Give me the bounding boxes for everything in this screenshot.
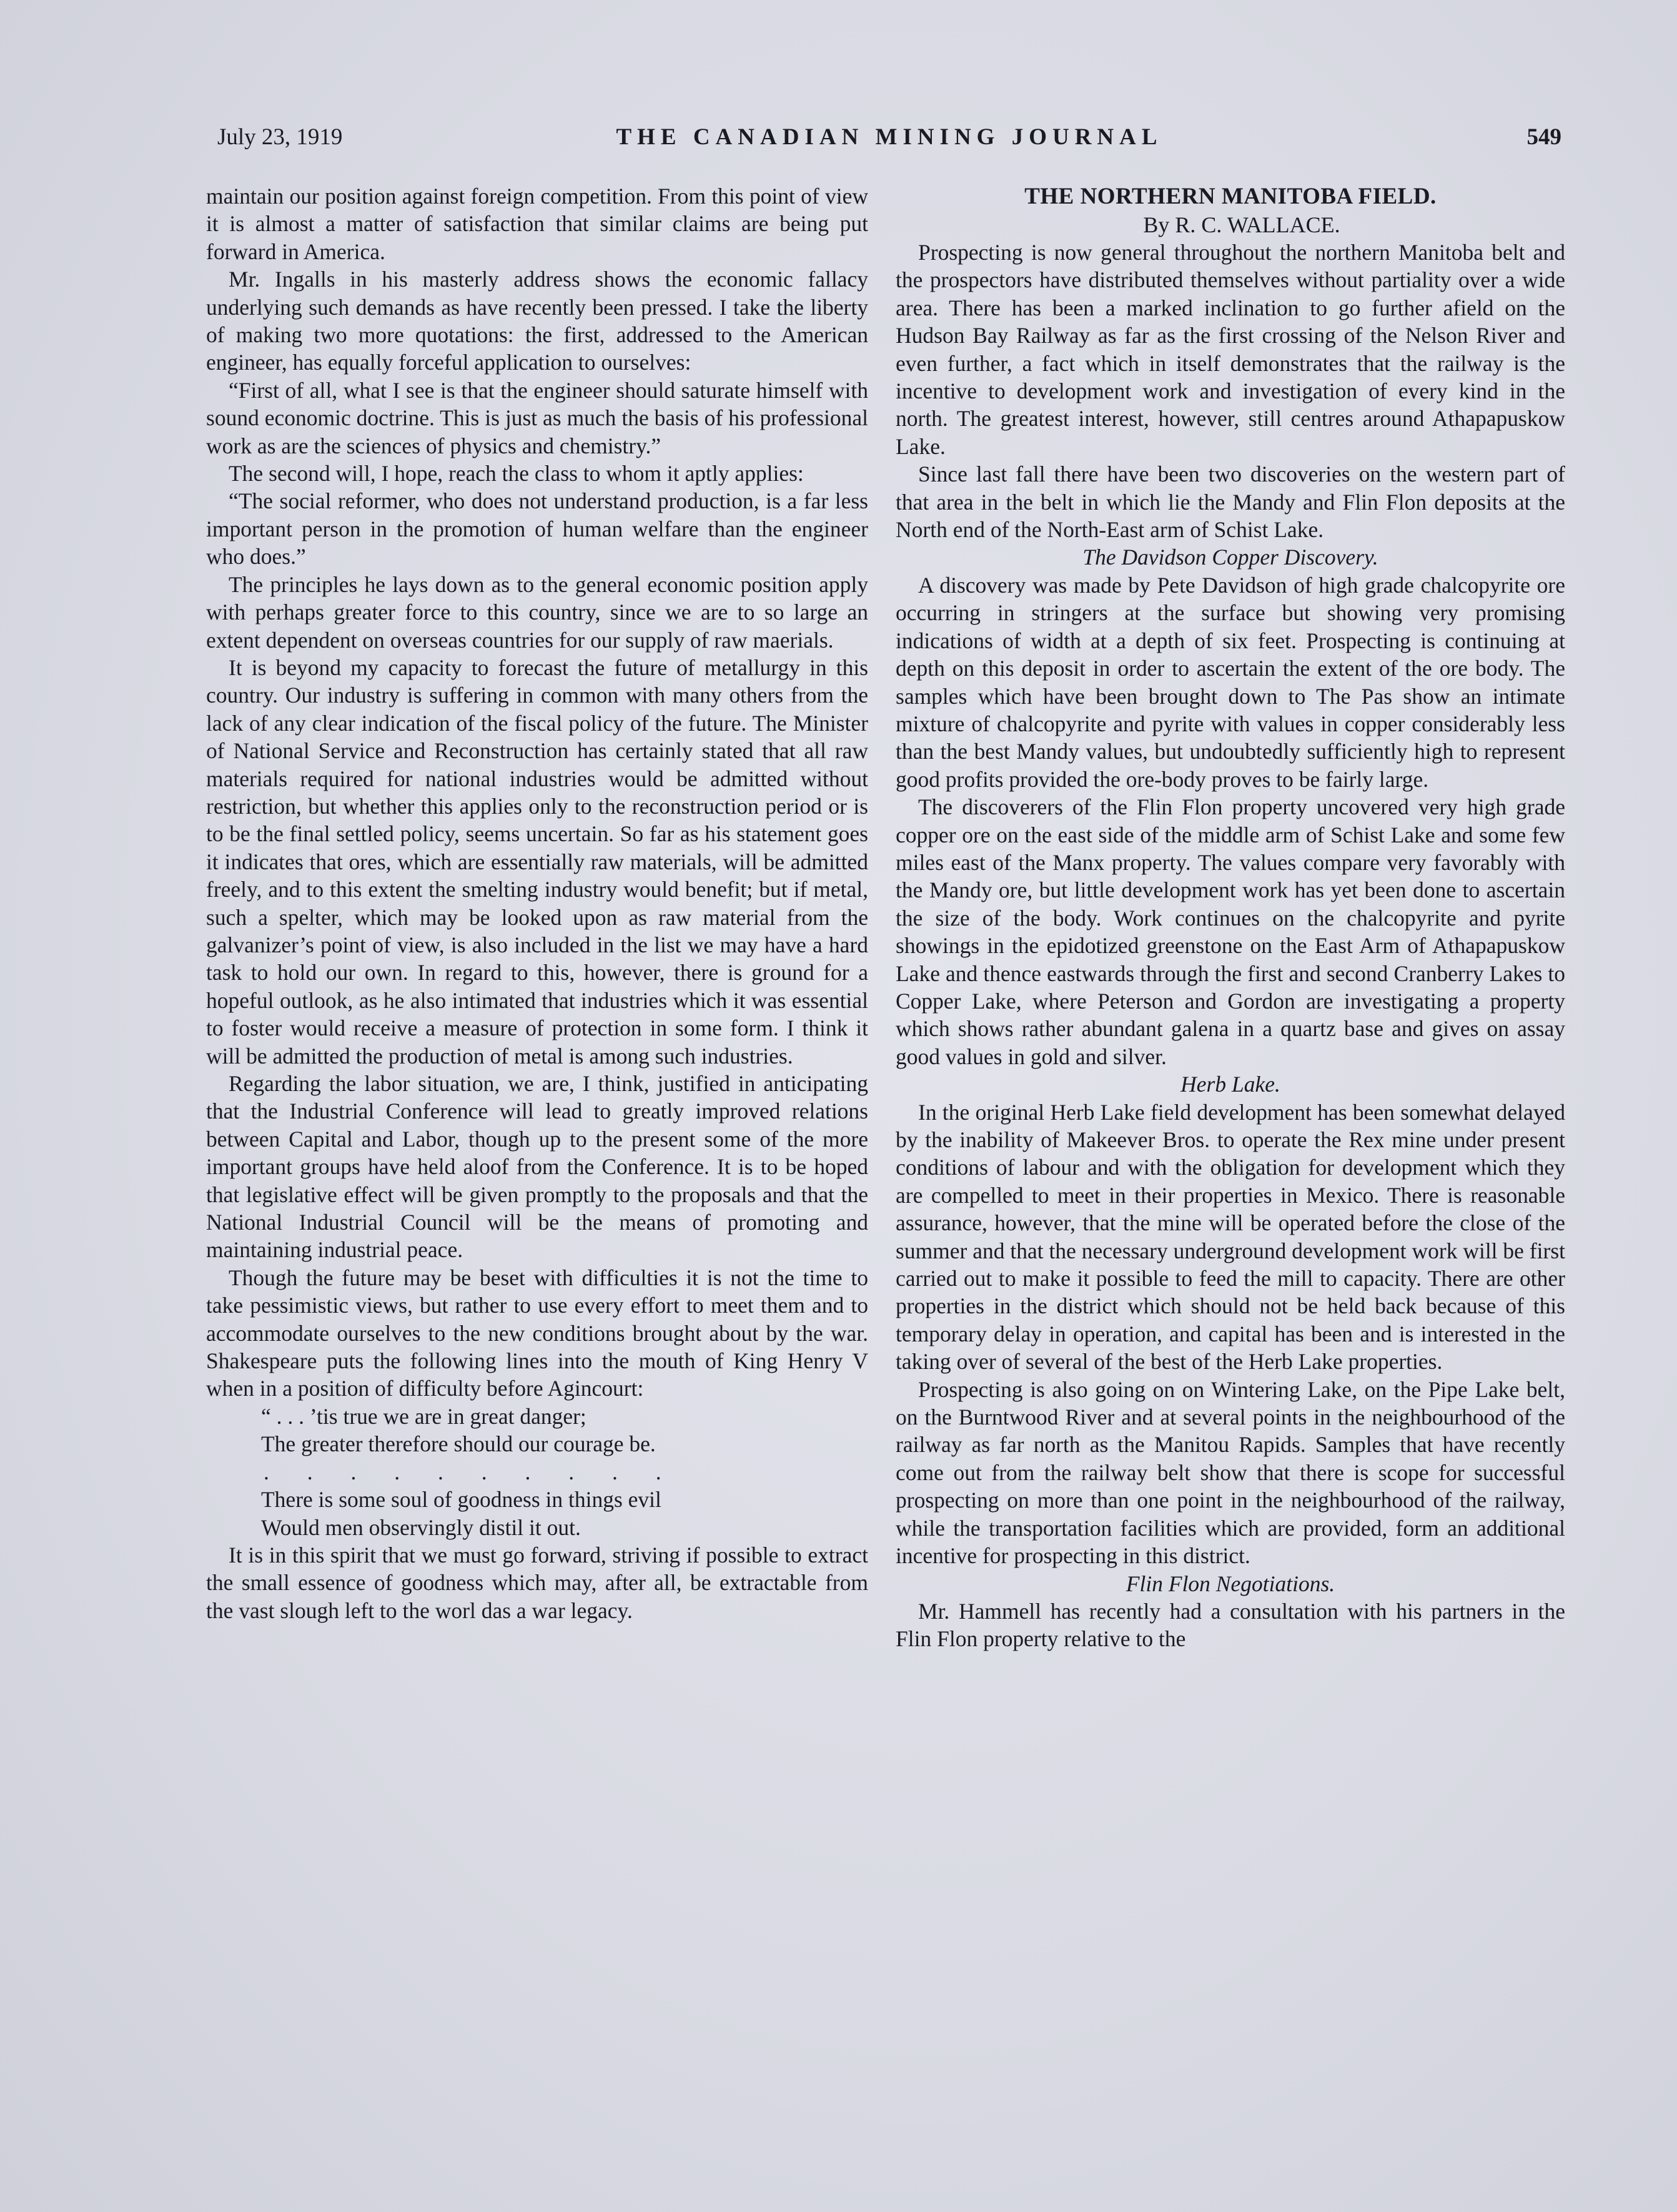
paragraph: The principles he lays down as to the general economic position apply with perhaps greater force to this country, since we are to so large an extent dependent on overseas countries for our supply of raw maerials.: [206, 571, 868, 653]
section-heading: The Davidson Copper Discovery.: [1082, 545, 1378, 570]
paragraph: It is beyond my capacity to forecast the future of metallurgy in this country. Our industry is suffering in common with many others from the lack of any clear indication of the fiscal policy of the future. The Minister of National Service and Reconstruction has certainly stated that all raw materials required for national industries would be admitted without restriction, but whether this applies only to the reconstruction period or is to be the final settled policy, seems uncertain. So far as his statement goes it indicates that ores, which are essentially raw materials, will be admitted freely, and to this extent the smelting industry would benefit; but if metal, such a spelter, which may be looked upon as raw material from the galvanizer’s point of view, is also included in the list we may have a hard task to hold our own. In regard to this, however, there is ground for a hopeful outlook, as he also intimated that industries which it was essential to foster would receive a measure of protection in some form. I think it will be admitted the production of metal is among such industries.: [206, 654, 868, 1069]
section-heading: Herb Lake.: [1180, 1072, 1280, 1097]
article-title: THE NORTHERN MANITOBA FIELD.: [1024, 184, 1437, 209]
paragraph: Though the future may be beset with difficulties it is not the time to take pessimistic views, but rather to use every effort to meet them and to accommodate ourselves to the new conditions brought about by the war. Shakespeare puts the following lines into the mouth of King Henry V when in a position of difficulty before Agincourt:: [206, 1265, 868, 1401]
paragraph: Since last fall there have been two discoveries on the western part of that area in the belt in which lie the Mandy and Flin Flon deposits at the North end of the North-East arm of Schist Lake.: [896, 462, 1565, 543]
paragraph: In the original Herb Lake field development has been somewhat delayed by the inability of Makeever Bros. to operate the Rex mine under present conditions of labour and with the obligation for development which they are compelled to meet in their properties in Mexico. There is reasonable assurance, however, that the mine will be operated before the close of the summer and that the necessary underground development work will be first carried out to make it possible to feed the mill to capacity. There are other properties in the district which should not be held back because of this temporary delay in operation, and capital has been and is interested in the taking over of several of the best of the Herb Lake properties.: [896, 1099, 1565, 1375]
paragraph: maintain our position against foreign competition. From this point of view it is almost a matter of satisfaction that similar claims are being put forward in America.: [206, 184, 868, 264]
paragraph: Prospecting is also going on on Wintering Lake, on the Pipe Lake belt, on the Burntwood River and at several points in the neighbourhood of the railway as far north as the Manitou Rapids. Samples that have recently come out from the railway belt show that there is scope for successful prospecting on more than one point in the neighbourhood of the railway, while the transportation facilities which are provided, form an additional incentive for prospecting in this district.: [896, 1376, 1565, 1569]
page-number: 549: [1526, 124, 1561, 150]
verse-line: Would men observingly distil it out.: [261, 1514, 581, 1540]
verse-quotation: [261, 1403, 868, 1541]
journal-title: THE CANADIAN MINING JOURNAL: [616, 124, 1163, 150]
paragraph: Mr. Hammell has recently had a consultation with his partners in the Flin Flon property relative to the: [896, 1598, 1565, 1652]
paragraph: A discovery was made by Pete Davidson of high grade chalcopyrite ore occurring in stringers at the surface but showing very promising indications of width at a depth of six feet. Prospecting is continuing at depth on this deposit in order to ascertain the extent of the ore body. The samples which have been brought down to The Pas show an intimate mixture of chalcopyrite and pyrite with values in copper considerably less than the best Mandy values, but undoubtedly sufficiently high to represent good profits provided the ore-body proves to be fairly large.: [896, 572, 1565, 792]
paragraph: The second will, I hope, reach the class to whom it aptly applies:: [229, 461, 804, 486]
page-header: [217, 124, 1561, 159]
quotation: “First of all, what I see is that the engineer should saturate himself with sound economic doctrine. This is just as much the basis of his professional work as are the sciences of physics and chemistry.”: [206, 377, 868, 458]
section-heading: Flin Flon Negotiations.: [1125, 1571, 1335, 1596]
header-date: July 23, 1919: [217, 124, 343, 150]
verse-line: The greater therefore should our courage be.: [261, 1431, 656, 1457]
verse-line: There is some soul of goodness in things evil: [261, 1487, 661, 1513]
verse-line: “ . . . ’tis true we are in great danger;: [261, 1403, 586, 1429]
paragraph: It is in this spirit that we must go forward, striving if possible to extract the small essence of goodness which may, after all, be extractable from the vast slough left to the worl das a war legacy.: [206, 1542, 868, 1623]
right-column: [896, 182, 1565, 1653]
quotation: “The social reformer, who does not understand production, is a far less important person in the promotion of human welfare than the engineer who does.”: [206, 488, 868, 570]
paragraph: Prospecting is now general throughout the northern Manitoba belt and the prospectors have distributed themselves without partiality over a wide area. There has been a marked inclination to go further afield on the Hudson Bay Railway as far as the first crossing of the Nelson River and even further, a fact which in itself demonstrates that the railway is the incentive to development work and investigation of every kind in the north. The greatest interest, however, still centres around Athapapuskow Lake.: [896, 240, 1565, 459]
paragraph: The discoverers of the Flin Flon property uncovered very high grade copper ore on the east side of the middle arm of Schist Lake and some few miles east of the Manx property. The values compare very favorably with the Mandy ore, but little development work has yet been done to ascertain the size of the body. Work continues on the chalcopyrite and pyrite showings in the epidotized greenstone on the East Arm of Athapapuskow Lake and thence eastwards through the first and second Cranberry Lakes to Copper Lake, where Peterson and Gordon are investigating a property which shows rather abundant galena in a quartz base and gives on assay good values in gold and silver.: [896, 794, 1565, 1069]
paragraph: Mr. Ingalls in his masterly address shows the economic fallacy underlying such demands as have recently been pressed. I take the liberty of making two more quotations: the first, addressed to the American engineer, has equally forceful application to ourselves:: [206, 267, 868, 375]
article-byline: By R. C. WALLACE.: [1143, 212, 1340, 237]
paragraph: Regarding the labor situation, we are, I think, justified in anticipating that the Industrial Conference will lead to greatly improved relations between Capital and Labor, though up to the present some of the more important groups have held aloof from the Conference. It is to be hoped that legislative effect will be given promptly to the proposals and that the National Industrial Council will be the means of promoting and maintaining industrial peace.: [206, 1071, 868, 1263]
verse-ellipsis: . . . . . . . . . .: [264, 1459, 678, 1484]
left-column: [206, 182, 868, 1624]
